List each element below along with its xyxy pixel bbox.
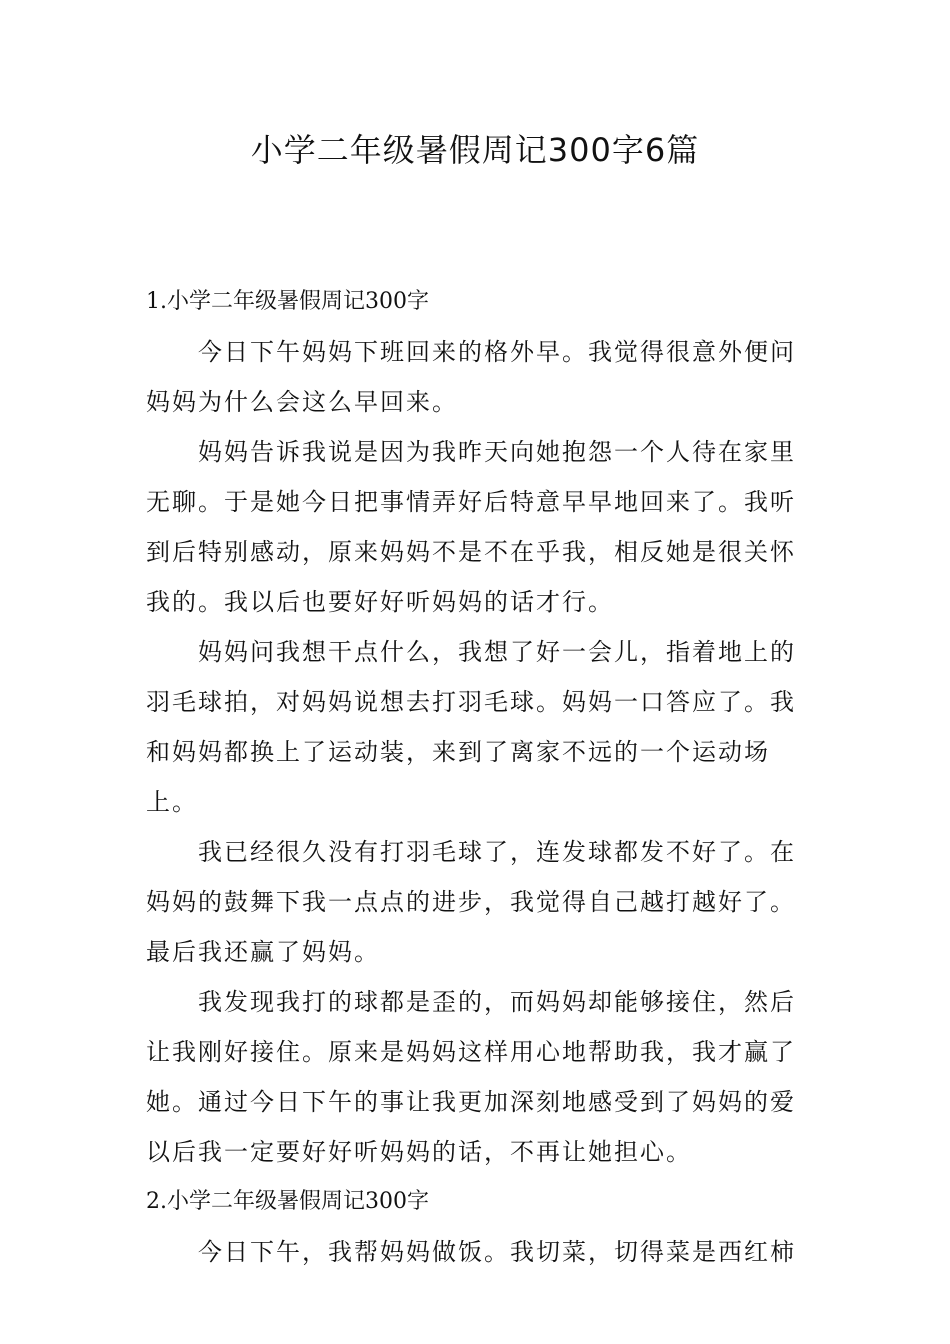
paragraph: 我发现我打的球都是歪的，而妈妈却能够接住，然后让我刚好接住。原来是妈妈这样用心地帮助我，我才赢了她。通过今日下午的事让我更加深刻地感受到了妈妈的爱以后我一定要好好听妈妈的话，不再让她担心。	[146, 988, 796, 1166]
paragraph: 我已经很久没有打羽毛球了，连发球都发不好了。在妈妈的鼓舞下我一点点的进步，我觉得自己越打越好了。最后我还赢了妈妈。	[146, 838, 796, 966]
section-heading: 2.小学二年级暑假周记300字	[146, 1189, 429, 1214]
article-section-2	[146, 1177, 806, 1277]
document-body	[146, 277, 806, 1277]
section-heading: 1.小学二年级暑假周记300字	[146, 289, 429, 314]
paragraph: 妈妈告诉我说是因为我昨天向她抱怨一个人待在家里无聊。于是她今日把事情弄好后特意早早地回来了。我听到后特别感动，原来妈妈不是不在乎我，相反她是很关怀我的。我以后也要好好听妈妈的话才行。	[146, 438, 796, 616]
paragraph: 妈妈问我想干点什么，我想了好一会儿，指着地上的羽毛球拍，对妈妈说想去打羽毛球。妈妈一口答应了。我和妈妈都换上了运动装，来到了离家不远的一个运动场上。	[146, 638, 796, 816]
paragraph: 今日下午妈妈下班回来的格外早。我觉得很意外便问妈妈为什么会这么早回来。	[146, 338, 796, 416]
article-section-1	[146, 277, 806, 1177]
paragraph: 今日下午，我帮妈妈做饭。我切菜，切得菜是西红柿	[198, 1238, 796, 1266]
document-title: 小学二年级暑假周记300字6篇	[250, 131, 700, 169]
